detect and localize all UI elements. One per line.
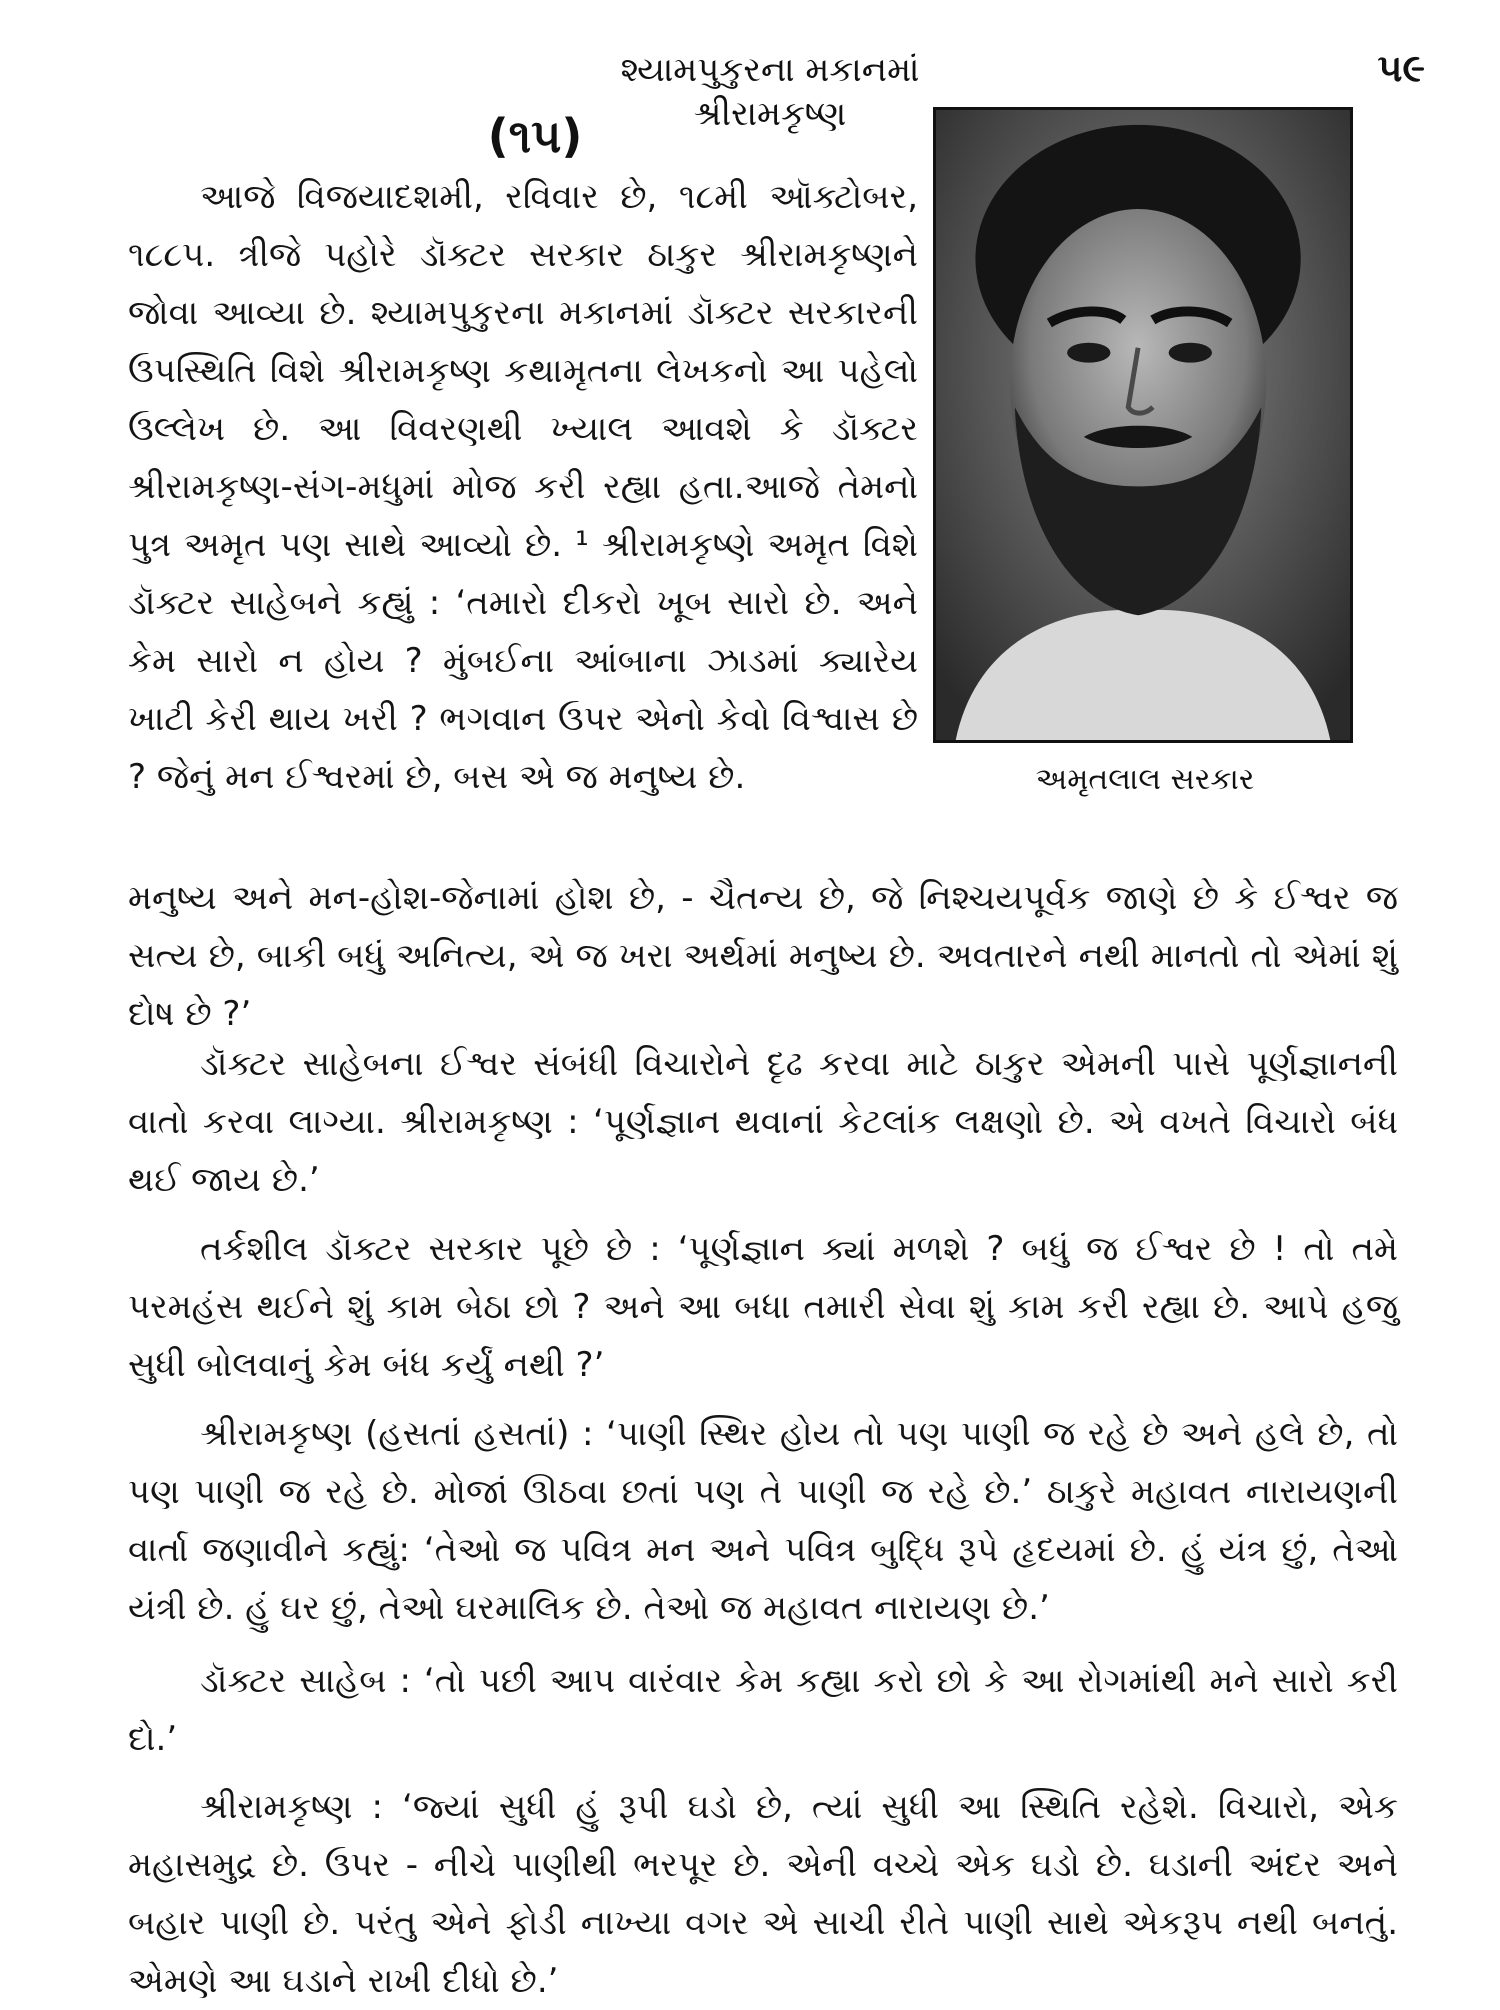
running-header-title: શ્યામપુકુરના મકાનમાં શ્રીરામકૃષ્ણ xyxy=(620,50,920,134)
paragraph-4: શ્રીરામકૃષ્ણ (હસતાં હસતાં) : ‘પાણી સ્થિર હોય તો પણ પાણી જ રહે છે અને હલે છે, તો પણ પાણી જ રહે છે. મોજાં ઊઠવા છતાં પણ તે પાણી જ રહે છે.’ ઠાકુરે મહાવત નારાયણની વાર્તા જણાવીને કહ્યું: ‘તેઓ જ પવિત્ર મન અને પવિત્ર બુદ્ધિ રૂપે હૃદયમાં છે. હું યંત્ર છું, તેઓ યંત્રી છે. હું ઘર છું, તેઓ ઘરમાલિક છે. તેઓ જ મહાવત નારાયણ છે.’ xyxy=(128,1414,1398,1628)
photo-caption: અમૃતલાલ સરકાર xyxy=(1035,762,1255,797)
paragraph-2: ડૉક્ટર સાહેબના ઈશ્વર સંબંધી વિચારોને દૃઢ કરવા માટે ઠાકુર એમની પાસે પૂર્ણજ્ઞાનની વાતો કરવા લાગ્યા. શ્રીરામકૃષ્ણ : ‘પૂર્ણજ્ઞાન થવાનાં કેટલાંક લક્ષણો છે. એ વખતે વિચારો બંધ થઈ જાય છે.’ xyxy=(128,1044,1398,1200)
page-number: ૫૯ xyxy=(1377,46,1425,90)
portrait-photo xyxy=(933,107,1353,743)
section-number: (૧૫) xyxy=(487,109,583,163)
portrait-photo-graphic xyxy=(936,110,1350,740)
paragraph-6: શ્રીરામકૃષ્ણ : ‘જ્યાં સુધી હું રૂપી ઘડો છે, ત્યાં સુધી આ સ્થિતિ રહેશે. વિચારો, એક મહાસમુદ્ર છે. ઉપર - નીચે પાણીથી ભરપૂર છે. એની વચ્ચે એક ઘડો છે. ઘડાની અંદર અને બહાર પાણી છે. પરંતુ એને ફોડી નાખ્યા વગર એ સાચી રીતે પાણી સાથે એકરૂપ નથી બનતું. એમણે આ ઘડાને રાખી દીધો છે.’ xyxy=(128,1787,1398,2001)
paragraph-3: તર્કશીલ ડૉક્ટર સરકાર પૂછે છે : ‘પૂર્ણજ્ઞાન ક્યાં મળશે ? બધું જ ઈશ્વર છે ! તો તમે પરમહંસ થઈને શું કામ બેઠા છો ? અને આ બધા તમારી સેવા શું કામ કરી રહ્યા છે. આપે હજુ સુધી બોલવાનું કેમ બંધ કર્યું નથી ?’ xyxy=(128,1229,1398,1385)
paragraph-5: ડૉક્ટર સાહેબ : ‘તો પછી આપ વારંવાર કેમ કહ્યા કરો છો કે આ રોગમાંથી મને સારો કરી દો.’ xyxy=(128,1661,1398,1759)
paragraph-1: આજે વિજયાદશમી, રવિવાર છે, ૧૮મી ઑક્ટોબર, ૧૮૮૫. ત્રીજે પહોરે ડૉક્ટર સરકાર ઠાકુર શ્રીરામકૃષ્ણને જોવા આવ્યા છે. શ્યામપુકુરના મકાનમાં ડૉક્ટર સરકારની ઉપસ્થિતિ વિશે શ્રીરામકૃષ્ણ કથામૃતના લેખકનો આ પહેલો ઉલ્લેખ છે. આ વિવરણથી ખ્યાલ આવશે કે ડૉક્ટર શ્રીરામકૃષ્ણ-સંગ-મધુમાં મોજ કરી રહ્યા હતા.આજે તેમનો પુત્ર અમૃત પણ સાથે આવ્યો છે. ¹ શ્રીરામકૃષ્ણે અમૃત વિશે ડૉક્ટર સાહેબને કહ્યું : ‘તમારો દીકરો ખૂબ સારો છે. અને કેમ સારો ન હોય ? મુંબઈના આંબાના ઝાડમાં ક્યારેય ખાટી કેરી થાય ખરી ? ભગવાન ઉપર એનો કેવો વિશ્વાસ છે ? જેનું મન ઈશ્વરમાં છે, બસ એ જ મનુષ્ય છે. xyxy=(128,177,918,797)
paragraph-1-continued: મનુષ્ય અને મન-હોશ-જેનામાં હોશ છે, - ચૈતન્ય છે, જે નિશ્ચયપૂર્વક જાણે છે કે ઈશ્વર જ સત્ય છે, બાકી બધું અનિત્ય, એ જ ખરા અર્થમાં મનુષ્ય છે. અવતારને નથી માનતો તો એમાં શું દોષ છે ?’ xyxy=(128,878,1398,1034)
